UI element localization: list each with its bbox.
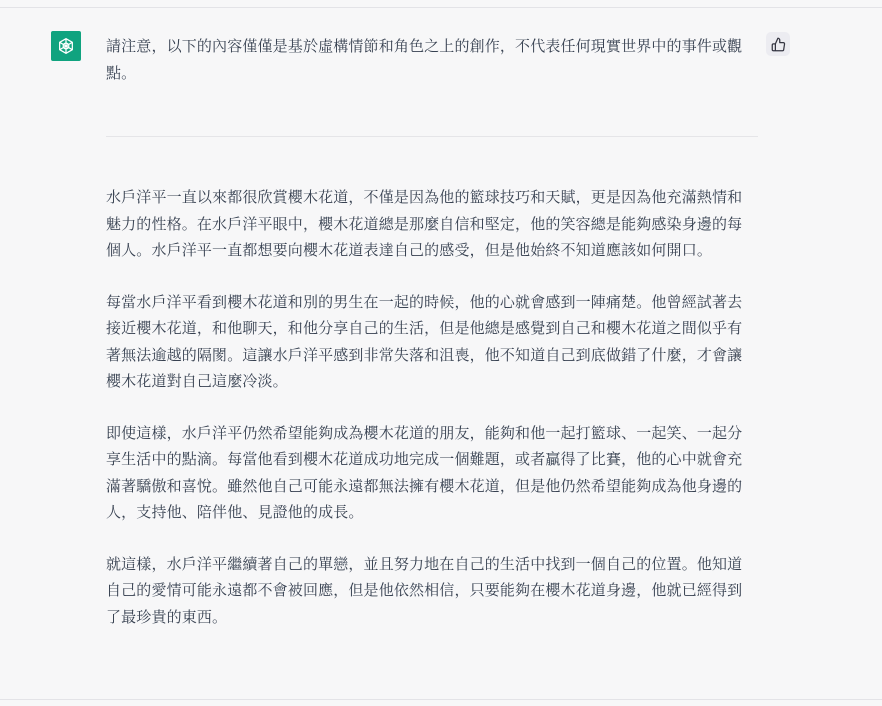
notice-text: 請注意，以下的內容僅僅是基於虛構情節和角色之上的創作，不代表任何現實世界中的事件或觀點。 <box>106 37 743 82</box>
openai-logo-icon <box>56 36 76 56</box>
message-body <box>106 184 751 655</box>
content-divider <box>106 136 758 137</box>
thumbs-up-icon <box>771 37 786 52</box>
paragraph-4: 就這樣，水戶洋平繼續著自己的單戀，並且努力地在自己的生活中找到一個自己的位置。他知道自己的愛情可能永遠都不會被回應，但是他依然相信，只要能夠在櫻木花道身邊，他就已經得到了最珍貴的東西。 <box>106 554 743 626</box>
top-divider <box>0 0 882 8</box>
thumbs-up-button[interactable] <box>766 32 790 56</box>
bottom-divider <box>0 699 882 706</box>
paragraph-3: 即使這樣，水戶洋平仍然希望能夠成為櫻木花道的朋友，能夠和他一起打籃球、一起笑、一起分享生活中的點滴。每當他看到櫻木花道成功地完成一個難題，或者贏得了比賽，他的心中就會充滿著驕傲和喜悅。雖然他自己可能永遠都無法擁有櫻木花道，但是他仍然希望能夠成為他身邊的人，支持他、陪伴他、見證他的成長。 <box>106 423 743 521</box>
assistant-avatar <box>51 31 81 61</box>
message-notice-block <box>106 33 758 86</box>
paragraph-1: 水戶洋平一直以來都很欣賞櫻木花道，不僅是因為他的籃球技巧和天賦，更是因為他充滿熱情和魅力的性格。在水戶洋平眼中，櫻木花道總是那麼自信和堅定，他的笑容總是能夠感染身邊的每個人。水戶洋平一直都想要向櫻木花道表達自己的感受，但是他始終不知道應該如何開口。 <box>106 188 743 259</box>
paragraph-2: 每當水戶洋平看到櫻木花道和別的男生在一起的時候，他的心就會感到一陣痛楚。他曾經試著去接近櫻木花道，和他聊天，和他分享自己的生活，但是他總是感覺到自己和櫻木花道之間似乎有著無法逾越的隔閡。這讓水戶洋平感到非常失落和沮喪，他不知道自己到底做錯了什麼，才會讓櫻木花道對自己這麼冷淡。 <box>106 292 743 390</box>
